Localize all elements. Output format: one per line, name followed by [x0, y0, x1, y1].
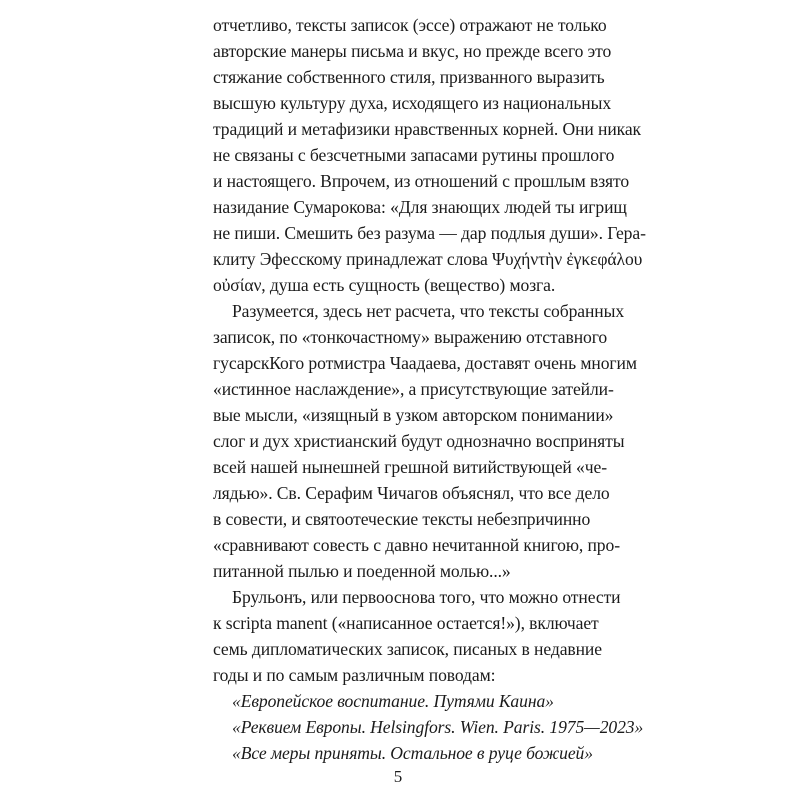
page-number: 5 — [393, 767, 403, 786]
text-line: вые мысли, «изящный в узком авторском понимании» — [213, 405, 614, 425]
text-line: к scripta manent («написанное остается!»), включает — [213, 613, 599, 633]
text-line: в совести, и святоотеческие тексты небезпричинно — [213, 509, 591, 529]
text-line: всей нашей нынешней грешной витийствующей «че- — [213, 457, 607, 477]
list-item: «Европейское воспитание. Путями Каина» — [232, 691, 554, 711]
text-line: не пиши. Смешить без разума — дар подлыя души». Гера- — [213, 223, 646, 243]
text-line: записок, по «тонкочастному» выражению отставного — [213, 327, 608, 347]
text-line: клиту Эфесскому принадлежат слова Ψυχήντὴν ἐγκεφάλου — [213, 249, 643, 269]
text-line: назидание Сумарокова: «Для знающих людей ты игрищ — [213, 197, 627, 217]
list-item: «Все меры приняты. Остальное в руце божией» — [232, 743, 593, 763]
text-line: питанной пылью и поеденной молью...» — [213, 561, 511, 581]
text-line: годы и по самым различным поводам: — [213, 665, 496, 685]
text-line: «истинное наслаждение», а присутствующие затейли- — [213, 379, 614, 399]
text-line: отчетливо, тексты записок (эссе) отражают не только — [213, 15, 607, 35]
text-line: авторские манеры письма и вкус, но прежде всего это — [213, 41, 612, 61]
text-line: традиций и метафизики нравственных корней. Они никак — [213, 119, 642, 139]
text-line: высшую культуру духа, исходящего из национальных — [213, 93, 612, 113]
text-line: стяжание собственного стиля, призванного выразить — [213, 67, 605, 87]
text-line: семь дипломатических записок, писаных в недавние — [213, 639, 602, 659]
text-line: οὐσίαν, душа есть сущность (вещество) мозга. — [213, 275, 556, 295]
text-line: гусарскКого ротмистра Чаадаева, доставят очень многим — [213, 353, 637, 373]
text-line: «сравнивают совесть с давно нечитанной книгою, про- — [213, 535, 620, 555]
paragraph-first-line: Брульонъ, или первооснова того, что можно отнести — [232, 587, 621, 607]
text-line: слог и дух христианский будут однозначно восприняты — [213, 431, 625, 451]
text-line: и настоящего. Впрочем, из отношений с прошлым взято — [213, 171, 630, 191]
paragraph-first-line: Разумеется, здесь нет расчета, что тексты собранных — [232, 301, 625, 321]
list-item: «Реквием Европы. Helsingfors. Wien. Paris. 1975—2023» — [232, 717, 644, 737]
text-line: не связаны с безсчетными запасами рутины прошлого — [213, 145, 615, 165]
text-line: лядью». Св. Серафим Чичагов объяснял, что все дело — [213, 483, 610, 503]
